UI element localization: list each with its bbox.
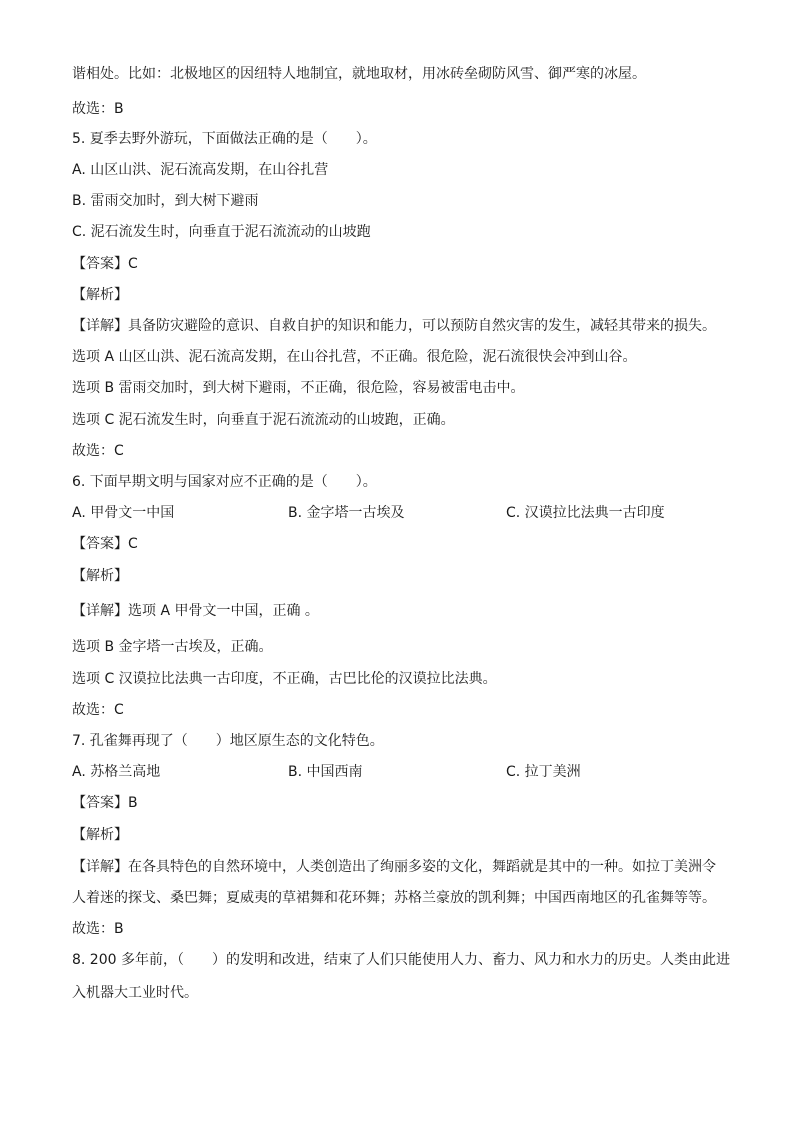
option-b: B. 雷雨交加时，到大树下避雨 [72, 193, 259, 209]
detail-text: 【详解】选项 A 甲骨文一中国，正确 。 [72, 603, 319, 619]
detail-text: 选项 C 泥石流发生时，向垂直于泥石流流动的山坡跑，正确。 [72, 412, 455, 428]
analysis-label: 【解析】 [72, 287, 128, 303]
option-b: B. 中国西南 [288, 764, 363, 780]
answer-label: 【答案】C [72, 536, 138, 552]
answer-label: 【答案】B [72, 795, 138, 811]
option-c: C. 泥石流发生时，向垂直于泥石流流动的山坡跑 [72, 224, 371, 240]
question-5: 5. 夏季去野外游玩，下面做法正确的是（ ）。 [72, 131, 377, 147]
question-8: 8. 200 多年前，（ ）的发明和改进，结束了人们只能使用人力、畜力、风力和水力的历史。人类由此进 [72, 952, 730, 968]
option-a: A. 甲骨文一中国 [72, 505, 175, 521]
analysis-label: 【解析】 [72, 827, 128, 843]
question-6: 6. 下面早期文明与国家对应不正确的是（ ）。 [72, 474, 377, 490]
analysis-label: 【解析】 [72, 568, 128, 584]
detail-text: 选项 C 汉谟拉比法典一古印度，不正确，古巴比伦的汉谟拉比法典。 [72, 671, 497, 687]
option-c: C. 拉丁美洲 [506, 764, 581, 780]
answer-selection: 故选：B [72, 101, 124, 117]
detail-text: 选项 B 金字塔一古埃及，正确。 [72, 639, 273, 655]
answer-selection: 故选：C [72, 702, 124, 718]
option-a: A. 苏格兰高地 [72, 764, 161, 780]
detail-text: 选项 A 山区山洪、泥石流高发期，在山谷扎营，不正确。很危险，泥石流很快会冲到山谷。 [72, 349, 637, 365]
option-c: C. 汉谟拉比法典一古印度 [506, 505, 665, 521]
text-line: 谐相处。比如：北极地区的因纽特人地制宜，就地取材，用冰砖垒砌防风雪、御严寒的冰屋。 [72, 66, 646, 82]
answer-selection: 故选：C [72, 443, 124, 459]
detail-text: 【详解】在各具特色的自然环境中，人类创造出了绚丽多姿的文化，舞蹈就是其中的一种。如拉丁美洲令 [72, 859, 716, 875]
answer-label: 【答案】C [72, 256, 138, 272]
question-7: 7. 孔雀舞再现了（ ）地区原生态的文化特色。 [72, 733, 384, 749]
detail-text: 【详解】具备防灾避险的意识、自救自护的知识和能力，可以预防自然灾害的发生，减轻其带来的损失。 [72, 318, 716, 334]
option-a: A. 山区山洪、泥石流高发期，在山谷扎营 [72, 162, 329, 178]
detail-text: 选项 B 雷雨交加时，到大树下避雨，不正确，很危险，容易被雷电击中。 [72, 380, 525, 396]
question-8-continued: 入机器大工业时代。 [72, 985, 198, 1001]
answer-selection: 故选：B [72, 921, 124, 937]
detail-text: 人着迷的探戈、桑巴舞；夏威夷的草裙舞和花环舞；苏格兰豪放的凯利舞；中国西南地区的孔雀舞等等。 [72, 890, 716, 906]
option-b: B. 金字塔一古埃及 [288, 505, 405, 521]
